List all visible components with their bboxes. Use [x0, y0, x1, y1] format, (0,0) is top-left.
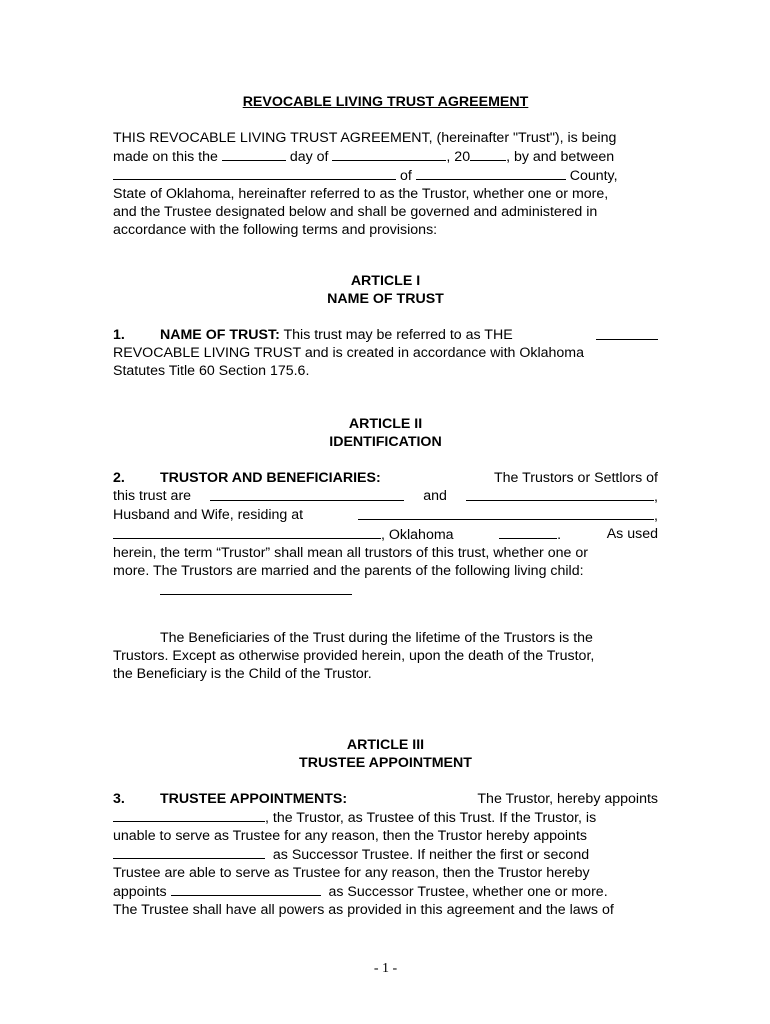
article-2-line-2: this trust are and ,	[113, 488, 658, 505]
article-3-line-1: 3. TRUSTEE APPOINTMENTS: The Trustor, hereby appoints	[113, 791, 658, 807]
article-3-line-7: The Trustee shall have all powers as provided in this agreement and the laws of	[113, 902, 614, 918]
article-2-line-6: more. The Trustors are married and the parents of the following living child:	[113, 563, 584, 579]
article-1-paragraph	[113, 326, 658, 380]
article-3-heading: ARTICLE III TRUSTEE APPOINTMENT	[299, 737, 472, 771]
beneficiaries-paragraph	[113, 629, 658, 683]
trustee-blank[interactable]	[113, 808, 265, 822]
article-2-line-5: herein, the term “Trustor” shall mean all trustors of this trust, whether one or	[113, 545, 588, 561]
intro-line-2: made on this the day of , 20 , by and between	[113, 149, 615, 165]
article-2-line-3: Husband and Wife, residing at ,	[113, 507, 658, 524]
article-2-line-1: 2. TRUSTOR AND BENEFICIARIES: The Trustors or Settlors of	[113, 470, 658, 486]
intro-paragraph	[113, 129, 658, 239]
page-number: - 1 -	[373, 961, 398, 976]
successor-trustee-1-blank[interactable]	[113, 845, 265, 859]
article-2-line-4: , Oklahoma . As used	[113, 525, 658, 544]
article-1-line-2: REVOCABLE LIVING TRUST and is created in accordance with Oklahoma	[113, 345, 585, 361]
article-3-line-6: appoints as Successor Trustee, whether one or more.	[113, 884, 608, 900]
article-3-line-5: Trustee are able to serve as Trustee for any reason, then the Trustor hereby	[113, 865, 590, 881]
day-blank[interactable]	[222, 147, 286, 161]
beneficiaries-line-3: the Beneficiary is the Child of the Trustor.	[113, 666, 372, 682]
trustor-2-blank[interactable]	[466, 487, 654, 501]
intro-line-5: and the Trustee designated below and shall be governed and administered in	[113, 204, 598, 220]
city-blank[interactable]	[113, 525, 381, 539]
article-3-line-4: as Successor Trustee. If neither the first or second	[113, 845, 658, 864]
intro-line-1: THIS REVOCABLE LIVING TRUST AGREEMENT, (hereinafter "Trust"), is being	[113, 130, 617, 146]
intro-line-4: State of Oklahoma, hereinafter referred to as the Trustor, whether one or more,	[113, 186, 609, 202]
successor-trustee-2-blank[interactable]	[171, 882, 321, 896]
article-3-paragraph	[113, 790, 658, 919]
document-title: REVOCABLE LIVING TRUST AGREEMENT	[242, 94, 529, 110]
article-3-line-3: unable to serve as Trustee for any reason, then the Trustor hereby appoints	[113, 828, 587, 844]
beneficiaries-line-2: Trustors. Except as otherwise provided herein, upon the death of the Trustor,	[113, 648, 595, 664]
month-blank[interactable]	[332, 147, 446, 161]
zip-blank[interactable]	[499, 525, 557, 539]
article-2-heading: ARTICLE II IDENTIFICATION	[329, 416, 442, 450]
trust-name-blank[interactable]	[596, 326, 658, 340]
article-3-line-2: , the Trustor, as Trustee of this Trust. If the Trustor, is	[113, 808, 658, 827]
intro-line-6: accordance with the following terms and provisions:	[113, 222, 438, 238]
address-blank[interactable]	[358, 506, 654, 520]
article-1-line-3: Statutes Title 60 Section 175.6.	[113, 363, 310, 379]
year-blank[interactable]	[470, 147, 506, 161]
county-blank[interactable]	[416, 166, 566, 180]
article-1-heading: ARTICLE I NAME OF TRUST	[327, 273, 444, 307]
trustor-1-blank[interactable]	[210, 487, 404, 501]
child-name-blank[interactable]	[160, 594, 352, 595]
beneficiaries-line-1: The Beneficiaries of the Trust during the lifetime of the Trustors is the	[160, 630, 593, 646]
article-2-paragraph	[113, 469, 658, 580]
trustor-name-blank[interactable]	[113, 166, 396, 180]
article-1-line-1: 1. NAME OF TRUST: This trust may be referred to as THE	[113, 326, 658, 344]
intro-line-3: of County,	[113, 166, 658, 185]
